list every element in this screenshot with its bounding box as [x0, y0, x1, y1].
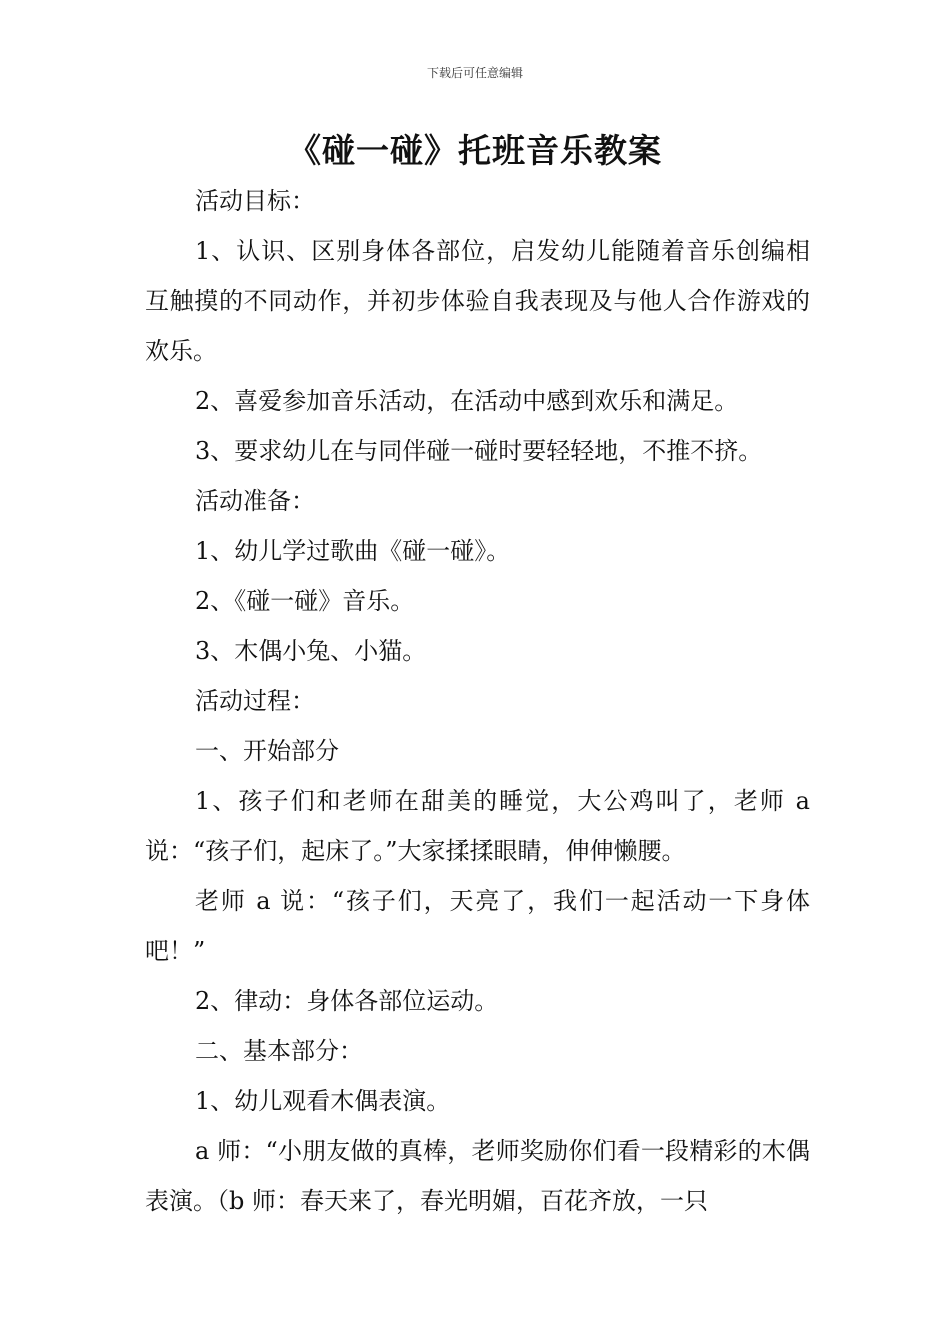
- section-heading-preparation: 活动准备：: [195, 487, 315, 515]
- paragraph: 2、喜爱参加音乐活动，在活动中感到欢乐和满足。: [195, 387, 739, 415]
- section-heading-goals: 活动目标：: [195, 187, 315, 215]
- paragraph: 2、律动：身体各部位运动。: [195, 987, 499, 1015]
- subsection-heading: 二、基本部分：: [195, 1037, 363, 1065]
- header-note: 下载后可任意编辑: [426, 66, 523, 80]
- section-heading-process: 活动过程：: [195, 687, 315, 715]
- paragraph: 3、木偶小兔、小猫。: [195, 637, 427, 665]
- paragraph: 老师 a 说：“孩子们，天亮了，我们一起活动一下身体吧！”: [145, 887, 810, 965]
- paragraph: 1、孩子们和老师在甜美的睡觉，大公鸡叫了，老师 a 说：“孩子们，起床了。”大家揉揉眼睛，伸伸懒腰。: [145, 787, 810, 865]
- document-title: 《碰一碰》托班音乐教案: [288, 131, 662, 170]
- subsection-heading: 一、开始部分: [195, 737, 339, 765]
- paragraph: 2、《碰一碰》音乐。: [195, 587, 415, 615]
- paragraph: a 师：“小朋友做的真棒，老师奖励你们看一段精彩的木偶表演。（b 师：春天来了，春光明媚，百花齐放，一只: [145, 1137, 810, 1215]
- paragraph: 1、认识、区别身体各部位，启发幼儿能随着音乐创编相互触摸的不同动作，并初步体验自我表现及与他人合作游戏的欢乐。: [145, 237, 810, 365]
- paragraph: 1、幼儿观看木偶表演。: [195, 1087, 451, 1115]
- paragraph: 1、幼儿学过歌曲《碰一碰》。: [195, 537, 511, 565]
- paragraph: 3、要求幼儿在与同伴碰一碰时要轻轻地，不推不挤。: [195, 437, 763, 465]
- document-body: [145, 176, 810, 1226]
